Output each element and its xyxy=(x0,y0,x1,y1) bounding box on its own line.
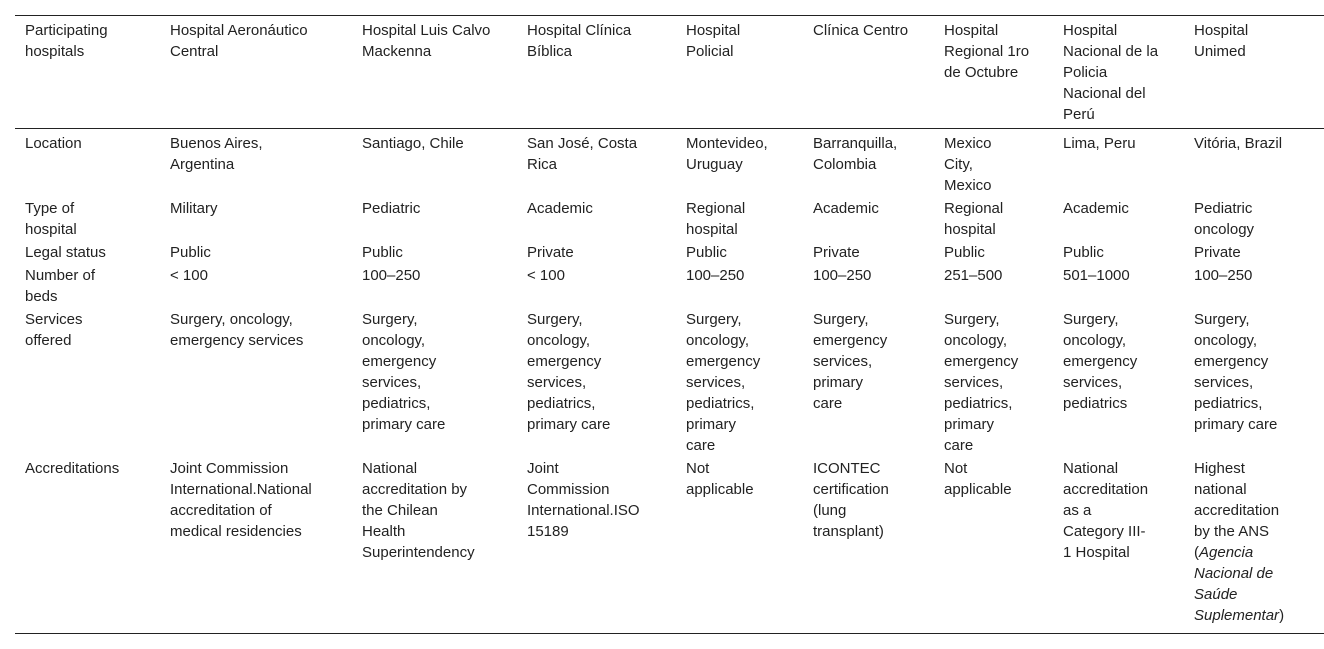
cell-line: Barranquilla, xyxy=(813,135,898,152)
cell-line: pediatrics, xyxy=(686,395,755,412)
cell-line: pediatrics, xyxy=(1194,395,1263,412)
row-beds-cell xyxy=(25,265,95,307)
cell-line: Hospital xyxy=(944,22,999,39)
cell-line: hospital xyxy=(25,221,77,238)
row-services-cell xyxy=(25,309,83,351)
cell-line: Mackenna xyxy=(362,43,432,60)
row-beds-cell xyxy=(1194,265,1252,286)
cell-line: services, xyxy=(686,374,746,391)
cell-line: Private xyxy=(527,244,574,261)
row-location-cell xyxy=(362,133,464,154)
cell-line: 251–500 xyxy=(944,267,1003,284)
row-location-cell xyxy=(686,133,768,175)
cell-line: Military xyxy=(170,200,218,217)
header-cell-c1 xyxy=(170,20,308,62)
cell-line: care xyxy=(944,437,974,454)
cell-line: Saúde xyxy=(1194,586,1238,603)
cell-line: Surgery, xyxy=(362,311,418,328)
cell-line: Uruguay xyxy=(686,156,743,173)
row-type-cell xyxy=(170,198,218,219)
cell-line: Participating xyxy=(25,22,108,39)
cell-line: accreditation xyxy=(1194,502,1280,519)
row-beds-cell xyxy=(944,265,1002,286)
header-cell-c6 xyxy=(944,20,1029,83)
cell-line: Public xyxy=(944,244,985,261)
cell-line: as a xyxy=(1063,502,1092,519)
cell-line: 501–1000 xyxy=(1063,267,1130,284)
cell-line: emergency services xyxy=(170,332,304,349)
row-legal-status-cell xyxy=(686,242,727,263)
row-location-cell xyxy=(170,133,263,175)
cell-line: Public xyxy=(686,244,727,261)
cell-line: Public xyxy=(1063,244,1104,261)
row-services-cell xyxy=(527,309,610,435)
cell-line: oncology, xyxy=(1194,332,1258,349)
cell-line: Hospital Aeronáutico xyxy=(170,22,308,39)
cell-line: Private xyxy=(1194,244,1241,261)
row-accreditations-cell xyxy=(1194,458,1284,626)
cell-line: Not xyxy=(944,460,968,477)
cell-line: Superintendency xyxy=(362,544,475,561)
cell-line: by the ANS xyxy=(1194,523,1270,540)
cell-line: Surgery, oncology, xyxy=(170,311,293,328)
cell-line: Unimed xyxy=(1194,43,1246,60)
row-beds-cell xyxy=(362,265,420,286)
cell-line: oncology, xyxy=(686,332,750,349)
cell-line: emergency xyxy=(813,332,888,349)
row-accreditations-cell xyxy=(527,458,640,542)
row-accreditations-cell xyxy=(362,458,475,563)
cell-line: Mexico xyxy=(944,135,992,152)
header-cell-c2 xyxy=(362,20,490,62)
cell-line: Argentina xyxy=(170,156,235,173)
row-services-cell xyxy=(1063,309,1137,414)
cell-line: Clínica Centro xyxy=(813,22,909,39)
cell-line: Vitória, Brazil xyxy=(1194,135,1283,152)
cell-line: oncology xyxy=(1194,221,1255,238)
row-services-cell xyxy=(944,309,1018,456)
cell-line: Montevideo, xyxy=(686,135,768,152)
cell-line: Category III- xyxy=(1063,523,1146,540)
cell-line: primary xyxy=(686,416,737,433)
cell-line: Nacional de xyxy=(1194,565,1274,582)
cell-line: accreditation xyxy=(1063,481,1149,498)
cell-line: 100–250 xyxy=(1194,267,1253,284)
cell-line: primary care xyxy=(362,416,446,433)
cell-line: emergency xyxy=(1063,353,1138,370)
cell-line: Not xyxy=(686,460,710,477)
cell-line: Surgery, xyxy=(686,311,742,328)
cell-line: Health xyxy=(362,523,406,540)
cell-line: Regional xyxy=(686,200,746,217)
cell-line: Surgery, xyxy=(527,311,583,328)
row-legal-status-cell xyxy=(527,242,574,263)
cell-line: Pediatric xyxy=(362,200,421,217)
row-legal-status-cell xyxy=(362,242,403,263)
cell-line: Suplementar) xyxy=(1194,607,1285,624)
cell-line: care xyxy=(813,395,843,412)
cell-line: Joint xyxy=(527,460,559,477)
cell-line: 100–250 xyxy=(362,267,421,284)
cell-line: 15189 xyxy=(527,523,569,540)
cell-line: 100–250 xyxy=(686,267,745,284)
cell-line: emergency xyxy=(362,353,437,370)
table-top-rule xyxy=(15,15,1324,16)
cell-line: applicable xyxy=(944,481,1012,498)
row-type-cell xyxy=(362,198,420,219)
cell-line: Santiago, Chile xyxy=(362,135,464,152)
cell-line: oncology, xyxy=(944,332,1008,349)
cell-line: Public xyxy=(170,244,211,261)
cell-line: pediatrics, xyxy=(944,395,1013,412)
cell-line: primary xyxy=(813,374,864,391)
row-services-cell xyxy=(170,309,303,351)
cell-line: Buenos Aires, xyxy=(170,135,263,152)
row-location-cell xyxy=(25,133,82,154)
row-location-cell xyxy=(813,133,897,175)
row-beds-cell xyxy=(170,265,208,286)
cell-line: Surgery, xyxy=(944,311,1000,328)
row-accreditations-cell xyxy=(1063,458,1148,563)
row-accreditations-cell xyxy=(170,458,312,542)
cell-line: Mexico xyxy=(944,177,992,194)
row-type-cell xyxy=(686,198,745,240)
cell-line: services, xyxy=(527,374,587,391)
cell-line: emergency xyxy=(944,353,1019,370)
row-accreditations-cell xyxy=(25,458,119,479)
row-location-cell xyxy=(1194,133,1282,154)
cell-line: Perú xyxy=(1063,106,1095,123)
cell-line: < 100 xyxy=(527,267,565,284)
row-accreditations-cell xyxy=(944,458,1012,500)
cell-line: International.ISO xyxy=(527,502,640,519)
cell-line: Pediatric xyxy=(1194,200,1253,217)
cell-line: accreditation of xyxy=(170,502,272,519)
cell-line: Services xyxy=(25,311,83,328)
row-legal-status-cell xyxy=(1194,242,1241,263)
cell-line: 100–250 xyxy=(813,267,872,284)
cell-line: Regional 1ro xyxy=(944,43,1030,60)
cell-line: Joint Commission xyxy=(170,460,289,477)
cell-line: Hospital xyxy=(1063,22,1118,39)
cell-line: International.National xyxy=(170,481,312,498)
cell-line: Accreditations xyxy=(25,460,120,477)
row-type-cell xyxy=(25,198,77,240)
cell-line: < 100 xyxy=(170,267,208,284)
cell-line: emergency xyxy=(686,353,761,370)
cell-line: services, xyxy=(944,374,1004,391)
cell-line: Number of xyxy=(25,267,96,284)
cell-line: Colombia xyxy=(813,156,877,173)
row-services-cell xyxy=(362,309,445,435)
cell-line: certification xyxy=(813,481,889,498)
row-legal-status-cell xyxy=(813,242,860,263)
cell-line: primary xyxy=(944,416,995,433)
header-cell-c8 xyxy=(1194,20,1248,62)
cell-line: Public xyxy=(362,244,403,261)
cell-line: the Chilean xyxy=(362,502,438,519)
cell-line: pediatrics xyxy=(1063,395,1128,412)
row-beds-cell xyxy=(1063,265,1130,286)
cell-line: primary care xyxy=(1194,416,1278,433)
cell-line: hospitals xyxy=(25,43,85,60)
row-accreditations-cell xyxy=(813,458,889,542)
cell-line: emergency xyxy=(1194,353,1269,370)
cell-line: City, xyxy=(944,156,973,173)
row-legal-status-cell xyxy=(170,242,211,263)
table-bottom-rule xyxy=(15,633,1324,634)
cell-line: Regional xyxy=(944,200,1004,217)
header-cell-c3 xyxy=(527,20,631,62)
cell-line: 1 Hospital xyxy=(1063,544,1130,561)
cell-line: National xyxy=(362,460,418,477)
cell-line: Commission xyxy=(527,481,610,498)
cell-line: national xyxy=(1194,481,1247,498)
cell-line: Nacional de la xyxy=(1063,43,1159,60)
row-services-cell xyxy=(813,309,887,414)
cell-line: hospital xyxy=(686,221,738,238)
cell-line: Hospital Luis Calvo xyxy=(362,22,491,39)
row-beds-cell xyxy=(527,265,565,286)
header-cell-c5 xyxy=(813,20,908,41)
cell-line: accreditation by xyxy=(362,481,468,498)
cell-line: San José, Costa xyxy=(527,135,638,152)
row-type-cell xyxy=(1194,198,1254,240)
cell-line: care xyxy=(686,437,716,454)
row-accreditations-cell xyxy=(686,458,754,500)
table-header-rule xyxy=(15,128,1324,129)
row-legal-status-cell xyxy=(25,242,106,263)
cell-line: Surgery, xyxy=(1194,311,1250,328)
header-cell-c7 xyxy=(1063,20,1158,125)
row-type-cell xyxy=(1063,198,1129,219)
cell-line: Hospital Clínica xyxy=(527,22,632,39)
cell-line: Academic xyxy=(527,200,593,217)
cell-line: Policial xyxy=(686,43,734,60)
cell-line: pediatrics, xyxy=(527,395,596,412)
row-beds-cell xyxy=(813,265,871,286)
cell-line: Nacional del xyxy=(1063,85,1146,102)
cell-line: services, xyxy=(813,353,873,370)
row-type-cell xyxy=(944,198,1003,240)
cell-line: beds xyxy=(25,288,58,305)
row-type-cell xyxy=(527,198,593,219)
row-legal-status-cell xyxy=(1063,242,1104,263)
row-services-cell xyxy=(686,309,760,456)
cell-line: Surgery, xyxy=(813,311,869,328)
cell-line: Legal status xyxy=(25,244,106,261)
cell-line: Rica xyxy=(527,156,558,173)
cell-line: (lung xyxy=(813,502,847,519)
cell-line: pediatrics, xyxy=(362,395,431,412)
cell-line: services, xyxy=(1194,374,1254,391)
cell-line: applicable xyxy=(686,481,754,498)
header-cell-c4 xyxy=(686,20,740,62)
cell-line: Academic xyxy=(1063,200,1129,217)
cell-line: Hospital xyxy=(686,22,741,39)
row-services-cell xyxy=(1194,309,1277,435)
cell-line: Policia xyxy=(1063,64,1108,81)
row-location-cell xyxy=(1063,133,1136,154)
cell-line: Private xyxy=(813,244,860,261)
cell-line: oncology, xyxy=(1063,332,1127,349)
cell-line: oncology, xyxy=(362,332,426,349)
cell-line: Central xyxy=(170,43,219,60)
cell-line: hospital xyxy=(944,221,996,238)
cell-line: emergency xyxy=(527,353,602,370)
cell-line: Surgery, xyxy=(1063,311,1119,328)
cell-line: primary care xyxy=(527,416,611,433)
cell-line: medical residencies xyxy=(170,523,302,540)
cell-line: services, xyxy=(362,374,422,391)
cell-line: Highest xyxy=(1194,460,1245,477)
cell-line: Location xyxy=(25,135,82,152)
cell-line: ICONTEC xyxy=(813,460,881,477)
cell-line: de Octubre xyxy=(944,64,1019,81)
cell-line: Academic xyxy=(813,200,879,217)
row-location-cell xyxy=(944,133,992,196)
row-type-cell xyxy=(813,198,879,219)
cell-line: Hospital xyxy=(1194,22,1249,39)
cell-line: services, xyxy=(1063,374,1123,391)
row-legal-status-cell xyxy=(944,242,985,263)
row-beds-cell xyxy=(686,265,744,286)
cell-line: (Agencia xyxy=(1194,544,1254,561)
cell-line: Lima, Peru xyxy=(1063,135,1136,152)
cell-line: offered xyxy=(25,332,72,349)
cell-line: Bíblica xyxy=(527,43,573,60)
cell-line: Type of xyxy=(25,200,75,217)
header-cell-c0 xyxy=(25,20,108,62)
cell-line: National xyxy=(1063,460,1119,477)
cell-line: oncology, xyxy=(527,332,591,349)
cell-line: transplant) xyxy=(813,523,884,540)
row-location-cell xyxy=(527,133,637,175)
